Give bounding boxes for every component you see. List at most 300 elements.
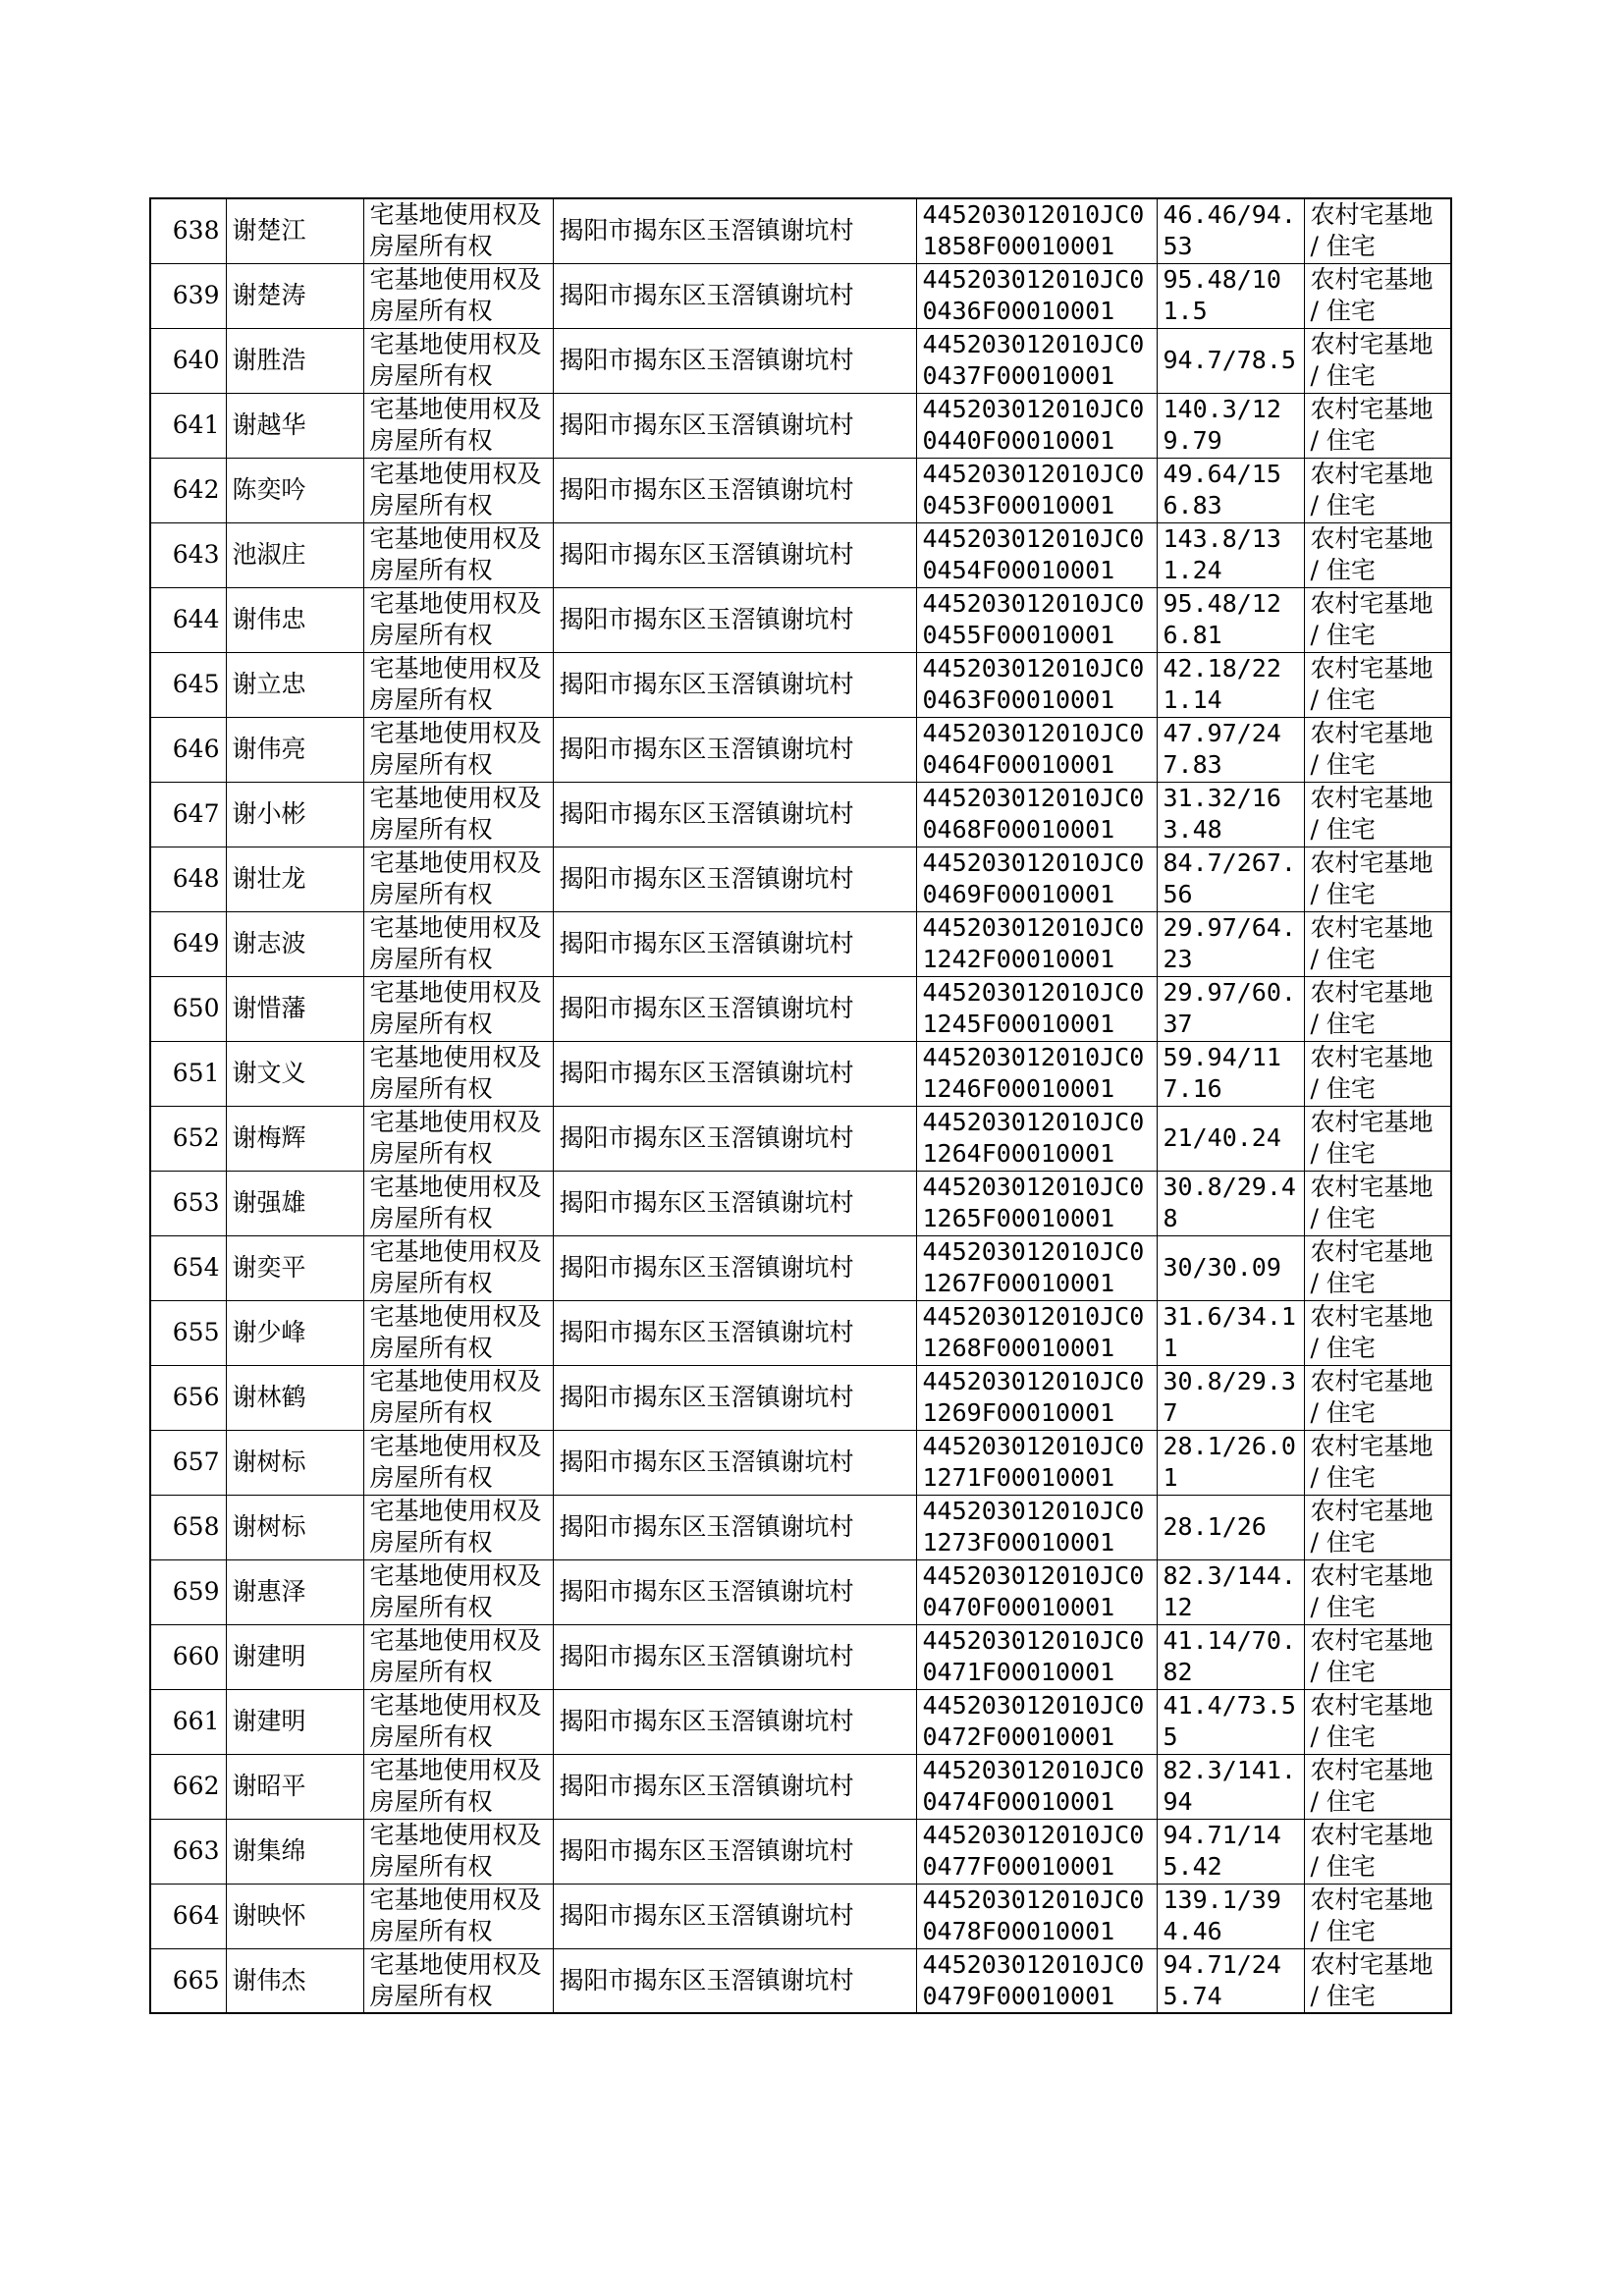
unit-code: 445203012010JC00478F00010001: [922, 1885, 1145, 1945]
table-row: [150, 522, 1451, 587]
area-cell: [1157, 847, 1304, 911]
address-cell: [553, 1235, 916, 1300]
usage-cell: [1304, 1948, 1451, 2013]
address-cell: [553, 717, 916, 782]
unit-code: 445203012010JC01265F00010001: [922, 1173, 1145, 1232]
owner-name: 谢建明: [232, 1642, 306, 1670]
area-cell: [1157, 1884, 1304, 1948]
usage-type: 农村宅基地 / 住宅: [1310, 1237, 1434, 1297]
right-type: 宅基地使用权及房屋所有权: [369, 1821, 542, 1881]
usage-cell: [1304, 1171, 1451, 1235]
unit-code: 445203012010JC00470F00010001: [922, 1561, 1145, 1621]
address-cell: [553, 587, 916, 652]
table-row: [150, 1235, 1451, 1300]
unit-code: 445203012010JC01267F00010001: [922, 1237, 1145, 1297]
area-cell: [1157, 717, 1304, 782]
area-value: 95.48/126.81: [1163, 589, 1281, 649]
owner-name: 池淑庄: [232, 540, 306, 569]
address-cell: [553, 522, 916, 587]
right-type: 宅基地使用权及房屋所有权: [369, 978, 542, 1038]
row-number: 646: [172, 735, 220, 763]
property-address: 揭阳市揭东区玉滘镇谢坑村: [559, 1707, 854, 1735]
usage-type: 农村宅基地 / 住宅: [1310, 1821, 1434, 1881]
address-cell: [553, 1754, 916, 1819]
row-number: 651: [172, 1059, 220, 1087]
owner-name-cell: [226, 1430, 363, 1495]
row-number-cell: [150, 652, 226, 717]
owner-name: 谢惠泽: [232, 1577, 306, 1606]
right-type-cell: [363, 328, 553, 393]
right-type-cell: [363, 198, 553, 263]
table-row: [150, 263, 1451, 328]
area-value: 59.94/117.16: [1163, 1043, 1281, 1103]
owner-name: 谢文义: [232, 1059, 306, 1087]
right-type-cell: [363, 1041, 553, 1106]
owner-name: 谢楚涛: [232, 281, 306, 309]
right-type-cell: [363, 652, 553, 717]
owner-name: 陈奕吟: [232, 475, 306, 504]
unit-code: 445203012010JC01246F00010001: [922, 1043, 1145, 1103]
owner-name-cell: [226, 328, 363, 393]
table-row: [150, 458, 1451, 522]
table-row: [150, 717, 1451, 782]
address-cell: [553, 1624, 916, 1689]
table-row: [150, 393, 1451, 458]
owner-name-cell: [226, 911, 363, 976]
unit-code-cell: [916, 198, 1157, 263]
row-number: 638: [172, 216, 220, 246]
area-value: 30.8/29.37: [1163, 1367, 1296, 1427]
right-type-cell: [363, 1948, 553, 2013]
owner-name: 谢立忠: [232, 670, 306, 698]
right-type: 宅基地使用权及房屋所有权: [369, 1949, 542, 2010]
table-row: [150, 1559, 1451, 1624]
address-cell: [553, 263, 916, 328]
usage-type: 农村宅基地 / 住宅: [1310, 719, 1434, 779]
row-number: 645: [172, 670, 220, 698]
area-value: 31.6/34.11: [1163, 1302, 1296, 1362]
property-address: 揭阳市揭东区玉滘镇谢坑村: [559, 1318, 854, 1346]
unit-code-cell: [916, 522, 1157, 587]
property-address: 揭阳市揭东区玉滘镇谢坑村: [559, 670, 854, 698]
owner-name-cell: [226, 1689, 363, 1754]
property-address: 揭阳市揭东区玉滘镇谢坑村: [559, 1577, 854, 1606]
row-number-cell: [150, 782, 226, 847]
usage-cell: [1304, 652, 1451, 717]
usage-type: 农村宅基地 / 住宅: [1310, 1885, 1434, 1945]
area-value: 82.3/141.94: [1163, 1756, 1296, 1816]
unit-code-cell: [916, 1495, 1157, 1559]
owner-name-cell: [226, 1495, 363, 1559]
usage-cell: [1304, 1300, 1451, 1365]
row-number: 644: [172, 605, 220, 633]
usage-type: 农村宅基地 / 住宅: [1310, 1626, 1434, 1686]
property-address: 揭阳市揭东区玉滘镇谢坑村: [559, 1123, 854, 1152]
address-cell: [553, 782, 916, 847]
property-address: 揭阳市揭东区玉滘镇谢坑村: [559, 799, 854, 828]
right-type-cell: [363, 1235, 553, 1300]
row-number-cell: [150, 393, 226, 458]
right-type-cell: [363, 1106, 553, 1171]
right-type-cell: [363, 393, 553, 458]
row-number: 661: [172, 1707, 220, 1735]
unit-code: 445203012010JC01264F00010001: [922, 1108, 1145, 1168]
unit-code-cell: [916, 717, 1157, 782]
table-row: [150, 1948, 1451, 2013]
unit-code: 445203012010JC00455F00010001: [922, 589, 1145, 649]
owner-name-cell: [226, 458, 363, 522]
row-number-cell: [150, 1624, 226, 1689]
property-address: 揭阳市揭东区玉滘镇谢坑村: [559, 1836, 854, 1865]
area-cell: [1157, 1300, 1304, 1365]
right-type: 宅基地使用权及房屋所有权: [369, 395, 542, 455]
row-number: 658: [172, 1512, 220, 1541]
owner-name-cell: [226, 263, 363, 328]
unit-code: 445203012010JC01858F00010001: [922, 200, 1145, 261]
right-type: 宅基地使用权及房屋所有权: [369, 1561, 542, 1621]
property-address: 揭阳市揭东区玉滘镇谢坑村: [559, 216, 854, 246]
owner-name-cell: [226, 847, 363, 911]
usage-cell: [1304, 911, 1451, 976]
usage-type: 农村宅基地 / 住宅: [1310, 1432, 1434, 1492]
unit-code-cell: [916, 1948, 1157, 2013]
right-type: 宅基地使用权及房屋所有权: [369, 1885, 542, 1945]
row-number: 662: [172, 1772, 220, 1800]
right-type-cell: [363, 1819, 553, 1884]
right-type: 宅基地使用权及房屋所有权: [369, 1173, 542, 1232]
unit-code: 445203012010JC00464F00010001: [922, 719, 1145, 779]
table-row: [150, 1300, 1451, 1365]
address-cell: [553, 1430, 916, 1495]
owner-name: 谢小彬: [232, 799, 306, 828]
area-cell: [1157, 911, 1304, 976]
right-type-cell: [363, 717, 553, 782]
owner-name-cell: [226, 717, 363, 782]
owner-name-cell: [226, 198, 363, 263]
area-value: 21/40.24: [1163, 1123, 1281, 1152]
row-number: 657: [172, 1448, 220, 1476]
owner-name-cell: [226, 652, 363, 717]
unit-code: 445203012010JC00440F00010001: [922, 395, 1145, 455]
usage-type: 农村宅基地 / 住宅: [1310, 1561, 1434, 1621]
usage-cell: [1304, 1041, 1451, 1106]
usage-cell: [1304, 1430, 1451, 1495]
area-value: 29.97/60.37: [1163, 978, 1296, 1038]
table-row: [150, 847, 1451, 911]
usage-cell: [1304, 1495, 1451, 1559]
owner-name: 谢壮龙: [232, 864, 306, 893]
area-value: 28.1/26.01: [1163, 1432, 1296, 1492]
row-number-cell: [150, 911, 226, 976]
address-cell: [553, 1559, 916, 1624]
row-number: 653: [172, 1188, 220, 1217]
row-number-cell: [150, 976, 226, 1041]
right-type: 宅基地使用权及房屋所有权: [369, 1626, 542, 1686]
address-cell: [553, 1365, 916, 1430]
table-row: [150, 911, 1451, 976]
area-value: 46.46/94.53: [1163, 200, 1296, 261]
owner-name: 谢林鹤: [232, 1383, 306, 1411]
owner-name-cell: [226, 1624, 363, 1689]
usage-type: 农村宅基地 / 住宅: [1310, 200, 1434, 261]
area-cell: [1157, 458, 1304, 522]
area-cell: [1157, 1624, 1304, 1689]
right-type: 宅基地使用权及房屋所有权: [369, 265, 542, 325]
area-cell: [1157, 1041, 1304, 1106]
area-cell: [1157, 1235, 1304, 1300]
usage-type: 农村宅基地 / 住宅: [1310, 978, 1434, 1038]
owner-name-cell: [226, 1559, 363, 1624]
right-type-cell: [363, 522, 553, 587]
table-row: [150, 1106, 1451, 1171]
owner-name-cell: [226, 1106, 363, 1171]
area-value: 41.14/70.82: [1163, 1626, 1296, 1686]
right-type-cell: [363, 1365, 553, 1430]
usage-type: 农村宅基地 / 住宅: [1310, 784, 1434, 844]
row-number-cell: [150, 1041, 226, 1106]
unit-code-cell: [916, 847, 1157, 911]
row-number-cell: [150, 328, 226, 393]
area-cell: [1157, 263, 1304, 328]
row-number: 648: [172, 864, 220, 893]
usage-type: 农村宅基地 / 住宅: [1310, 1756, 1434, 1816]
unit-code-cell: [916, 911, 1157, 976]
row-number-cell: [150, 1171, 226, 1235]
property-address: 揭阳市揭东区玉滘镇谢坑村: [559, 1642, 854, 1670]
row-number-cell: [150, 1819, 226, 1884]
address-cell: [553, 1948, 916, 2013]
owner-name-cell: [226, 1041, 363, 1106]
unit-code: 445203012010JC01271F00010001: [922, 1432, 1145, 1492]
usage-type: 农村宅基地 / 住宅: [1310, 1949, 1434, 2010]
area-value: 29.97/64.23: [1163, 913, 1296, 973]
property-address: 揭阳市揭东区玉滘镇谢坑村: [559, 1188, 854, 1217]
usage-cell: [1304, 782, 1451, 847]
property-address: 揭阳市揭东区玉滘镇谢坑村: [559, 1965, 854, 1994]
usage-cell: [1304, 1559, 1451, 1624]
address-cell: [553, 652, 916, 717]
row-number: 664: [172, 1901, 220, 1930]
right-type: 宅基地使用权及房屋所有权: [369, 1043, 542, 1103]
property-address: 揭阳市揭东区玉滘镇谢坑村: [559, 994, 854, 1022]
owner-name: 谢建明: [232, 1707, 306, 1735]
area-cell: [1157, 782, 1304, 847]
property-address: 揭阳市揭东区玉滘镇谢坑村: [559, 1512, 854, 1541]
right-type-cell: [363, 1300, 553, 1365]
table-row: [150, 328, 1451, 393]
usage-cell: [1304, 717, 1451, 782]
row-number: 659: [172, 1577, 220, 1606]
unit-code-cell: [916, 1689, 1157, 1754]
property-address: 揭阳市揭东区玉滘镇谢坑村: [559, 281, 854, 309]
unit-code-cell: [916, 1884, 1157, 1948]
address-cell: [553, 328, 916, 393]
property-address: 揭阳市揭东区玉滘镇谢坑村: [559, 1772, 854, 1800]
property-address: 揭阳市揭东区玉滘镇谢坑村: [559, 1383, 854, 1411]
unit-code-cell: [916, 393, 1157, 458]
property-address: 揭阳市揭东区玉滘镇谢坑村: [559, 1448, 854, 1476]
table-row: [150, 1884, 1451, 1948]
usage-cell: [1304, 1624, 1451, 1689]
area-value: 143.8/131.24: [1163, 524, 1281, 584]
table-row: [150, 1689, 1451, 1754]
right-type: 宅基地使用权及房屋所有权: [369, 330, 542, 390]
unit-code: 445203012010JC00471F00010001: [922, 1626, 1145, 1686]
owner-name-cell: [226, 1948, 363, 2013]
table-row: [150, 1624, 1451, 1689]
row-number-cell: [150, 1495, 226, 1559]
right-type-cell: [363, 911, 553, 976]
area-cell: [1157, 652, 1304, 717]
area-cell: [1157, 1495, 1304, 1559]
usage-type: 农村宅基地 / 住宅: [1310, 330, 1434, 390]
usage-cell: [1304, 522, 1451, 587]
row-number-cell: [150, 1106, 226, 1171]
area-cell: [1157, 1819, 1304, 1884]
address-cell: [553, 1041, 916, 1106]
usage-type: 农村宅基地 / 住宅: [1310, 589, 1434, 649]
owner-name: 谢梅辉: [232, 1123, 306, 1152]
area-cell: [1157, 1171, 1304, 1235]
area-value: 94.71/245.74: [1163, 1949, 1281, 2010]
area-value: 84.7/267.56: [1163, 848, 1296, 908]
usage-cell: [1304, 458, 1451, 522]
table-row: [150, 1430, 1451, 1495]
row-number-cell: [150, 198, 226, 263]
unit-code: 445203012010JC00463F00010001: [922, 654, 1145, 714]
row-number-cell: [150, 1689, 226, 1754]
usage-cell: [1304, 198, 1451, 263]
owner-name-cell: [226, 1365, 363, 1430]
area-value: 42.18/221.14: [1163, 654, 1281, 714]
address-cell: [553, 1819, 916, 1884]
owner-name: 谢伟忠: [232, 605, 306, 633]
right-type-cell: [363, 1430, 553, 1495]
row-number: 655: [172, 1318, 220, 1346]
right-type-cell: [363, 1559, 553, 1624]
unit-code-cell: [916, 1171, 1157, 1235]
right-type: 宅基地使用权及房屋所有权: [369, 784, 542, 844]
owner-name-cell: [226, 1171, 363, 1235]
row-number: 660: [172, 1642, 220, 1670]
owner-name-cell: [226, 587, 363, 652]
right-type-cell: [363, 587, 553, 652]
row-number-cell: [150, 1235, 226, 1300]
unit-code-cell: [916, 1041, 1157, 1106]
unit-code: 445203012010JC00479F00010001: [922, 1949, 1145, 2010]
unit-code: 445203012010JC00472F00010001: [922, 1691, 1145, 1751]
row-number: 642: [172, 475, 220, 504]
usage-type: 农村宅基地 / 住宅: [1310, 1302, 1434, 1362]
right-type: 宅基地使用权及房屋所有权: [369, 1432, 542, 1492]
unit-code-cell: [916, 263, 1157, 328]
unit-code-cell: [916, 1819, 1157, 1884]
unit-code: 445203012010JC00454F00010001: [922, 524, 1145, 584]
right-type: 宅基地使用权及房屋所有权: [369, 1756, 542, 1816]
address-cell: [553, 1106, 916, 1171]
unit-code-cell: [916, 1106, 1157, 1171]
area-value: 30.8/29.48: [1163, 1173, 1296, 1232]
owner-name: 谢树标: [232, 1448, 306, 1476]
owner-name: 谢越华: [232, 410, 306, 439]
usage-cell: [1304, 263, 1451, 328]
address-cell: [553, 1171, 916, 1235]
right-type: 宅基地使用权及房屋所有权: [369, 524, 542, 584]
area-cell: [1157, 1430, 1304, 1495]
row-number: 640: [172, 346, 220, 374]
unit-code-cell: [916, 587, 1157, 652]
table-row: [150, 976, 1451, 1041]
area-value: 28.1/26: [1163, 1512, 1267, 1541]
row-number-cell: [150, 1559, 226, 1624]
usage-type: 农村宅基地 / 住宅: [1310, 848, 1434, 908]
area-value: 140.3/129.79: [1163, 395, 1281, 455]
usage-cell: [1304, 587, 1451, 652]
right-type-cell: [363, 847, 553, 911]
address-cell: [553, 911, 916, 976]
area-cell: [1157, 587, 1304, 652]
table-row: [150, 587, 1451, 652]
right-type: 宅基地使用权及房屋所有权: [369, 654, 542, 714]
area-cell: [1157, 522, 1304, 587]
row-number-cell: [150, 1300, 226, 1365]
row-number-cell: [150, 587, 226, 652]
address-cell: [553, 1689, 916, 1754]
unit-code-cell: [916, 1235, 1157, 1300]
right-type-cell: [363, 1171, 553, 1235]
property-address: 揭阳市揭东区玉滘镇谢坑村: [559, 1253, 854, 1282]
area-value: 49.64/156.83: [1163, 460, 1281, 519]
unit-code: 445203012010JC01245F00010001: [922, 978, 1145, 1038]
right-type: 宅基地使用权及房屋所有权: [369, 1302, 542, 1362]
row-number: 647: [172, 799, 220, 828]
usage-cell: [1304, 328, 1451, 393]
property-address: 揭阳市揭东区玉滘镇谢坑村: [559, 605, 854, 633]
owner-name-cell: [226, 522, 363, 587]
usage-type: 农村宅基地 / 住宅: [1310, 1497, 1434, 1557]
row-number: 649: [172, 929, 220, 957]
registration-table: [149, 197, 1452, 2014]
area-value: 31.32/163.48: [1163, 784, 1281, 844]
usage-type: 农村宅基地 / 住宅: [1310, 654, 1434, 714]
unit-code: 445203012010JC00468F00010001: [922, 784, 1145, 844]
area-cell: [1157, 976, 1304, 1041]
right-type-cell: [363, 1495, 553, 1559]
usage-type: 农村宅基地 / 住宅: [1310, 1043, 1434, 1103]
table-row: [150, 1819, 1451, 1884]
right-type-cell: [363, 1884, 553, 1948]
usage-type: 农村宅基地 / 住宅: [1310, 460, 1434, 519]
owner-name-cell: [226, 1235, 363, 1300]
row-number-cell: [150, 1430, 226, 1495]
usage-type: 农村宅基地 / 住宅: [1310, 1367, 1434, 1427]
unit-code: 445203012010JC00437F00010001: [922, 330, 1145, 390]
right-type: 宅基地使用权及房屋所有权: [369, 1367, 542, 1427]
right-type: 宅基地使用权及房屋所有权: [369, 200, 542, 261]
right-type: 宅基地使用权及房屋所有权: [369, 913, 542, 973]
unit-code: 445203012010JC01242F00010001: [922, 913, 1145, 973]
unit-code-cell: [916, 1754, 1157, 1819]
owner-name: 谢强雄: [232, 1188, 306, 1217]
property-address: 揭阳市揭东区玉滘镇谢坑村: [559, 929, 854, 957]
owner-name: 谢胜浩: [232, 346, 306, 374]
property-address: 揭阳市揭东区玉滘镇谢坑村: [559, 475, 854, 504]
unit-code-cell: [916, 976, 1157, 1041]
row-number: 639: [172, 281, 220, 309]
address-cell: [553, 1300, 916, 1365]
table-row: [150, 198, 1451, 263]
usage-cell: [1304, 1365, 1451, 1430]
